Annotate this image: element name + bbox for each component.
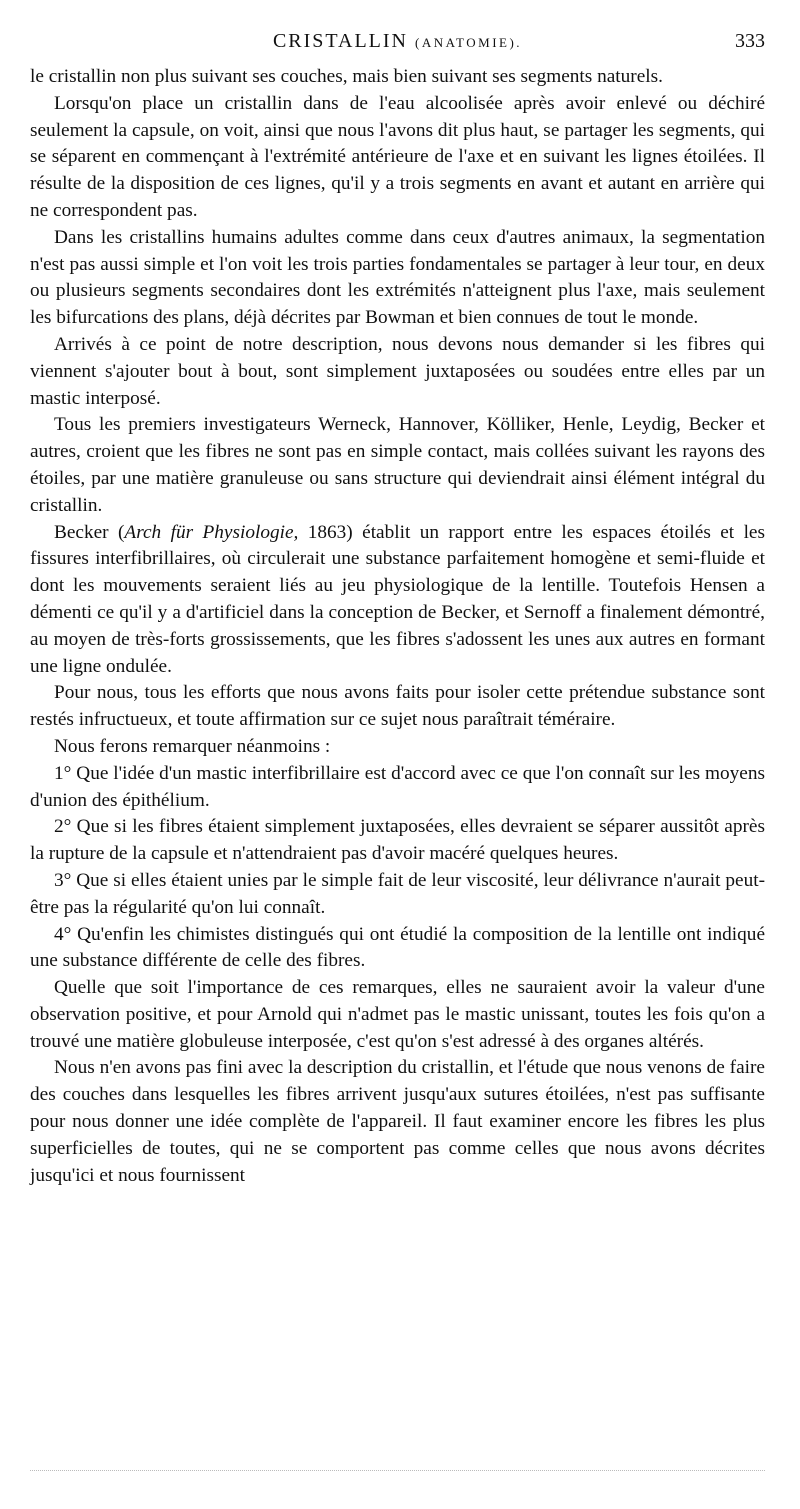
numbered-remark: 4° Qu'enfin les chimistes distingués qui ont étudié la composition de la lentille ont indiqué une substance différente de celle des fibres. <box>30 923 765 972</box>
paragraph: Nous n'en avons pas fini avec la description du cristallin, et l'étude que nous venons de faire des couches dans lesquelles les fibres arrivent jusqu'aux sutures étoilées, n'est pas suffisante pour nous donner une idée complète de l'appareil. Il faut examiner encore les fibres les plus superficielles de toutes, qui ne se comportent pas comme celles que nous avons décrites jusqu'ici et nous fournissent <box>30 1057 765 1186</box>
paragraph: Pour nous, tous les efforts que nous avons faits pour isoler cette prétendue substance sont restés infructueux, et toute affirmation sur ce sujet nous paraîtrait téméraire. <box>30 682 765 731</box>
numbered-remark: 2° Que si les fibres étaient simplement juxtaposées, elles devraient se séparer aussitôt après la rupture de la capsule et n'attendraient pas d'avoir macéré quelques heures. <box>30 816 765 865</box>
paragraph: Lorsqu'on place un cristallin dans de l'eau alcoolisée après avoir enlevé ou déchiré seulement la capsule, on voit, ainsi que nous l'avons dit plus haut, se partager les segments, qui se séparent en commençant à l'extrémité antérieure de l'axe et en suivant les lignes étoilées. Il résulte de la disposition de ces lignes, qu'il y a trois segments en avant et autant en arrière qui ne correspondent pas. <box>30 92 765 221</box>
bleed-through-line <box>30 1470 765 1471</box>
becker-text-start: Becker ( <box>54 521 125 543</box>
running-title-subtitle: (ANATOMIE). <box>415 35 523 50</box>
running-header <box>30 30 765 58</box>
paragraph: Dans les cristallins humains adultes comme dans ceux d'autres animaux, la segmentation n'est pas aussi simple et l'on voit les trois parties fondamentales se partager à leur tour, en deux ou plusieurs segments secondaires dont les extrémités n'atteignent plus l'axe, mais seulement les bifurcations des plans, déjà décrites par Bowman et bien connues de tout le monde. <box>30 226 765 329</box>
body-text <box>30 64 765 1189</box>
journal-reference: Arch für Physiologie, <box>124 521 299 543</box>
paragraph: Tous les premiers investigateurs Werneck, Hannover, Kölliker, Henle, Leydig, Becker et autres, croient que les fibres ne sont pas en simple contact, mais collées suivant les rayons des étoiles, par une matière granuleuse ou sans structure qui deviendrait ainsi élément intégral du cristallin. <box>30 414 765 516</box>
paragraph: Arrivés à ce point de notre description, nous devons nous demander si les fibres qui viennent s'ajouter bout à bout, sont simplement juxtaposées ou soudées entre elles par un mastic interposé. <box>30 333 765 409</box>
paragraph: Quelle que soit l'importance de ces remarques, elles ne sauraient avoir la valeur d'une observation positive, et pour Arnold qui n'admet pas le mastic unissant, toutes les fois qu'on a trouvé une matière globuleuse interposée, c'est qu'on s'est adressé à des organes altérés. <box>30 977 765 1052</box>
running-title <box>30 30 765 53</box>
paragraph: Nous ferons remarquer néanmoins : <box>54 735 331 757</box>
becker-text-rest: 1863) établit un rapport entre les espaces étoilés et les fissures interfibrillaires, où circulerait une substance parfaitement homogène et semi-fluide et dont les mouvements seraient liés au jeu physiologique de la lentille. Toutefois Hensen a démenti ce qu'il y a d'artificiel dans la conception de Becker, et Sernoff a finalement démontré, au moyen de très-forts grossissements, que les fibres s'adossent les unes aux autres en formant une ligne ondulée. <box>30 521 765 677</box>
numbered-remark: 3° Que si elles étaient unies par le simple fait de leur viscosité, leur délivrance n'aurait peut-être pas la régularité qu'on lui connaît. <box>30 869 765 918</box>
running-title-main: CRISTALLIN <box>272 30 408 52</box>
paragraph-becker <box>30 520 765 681</box>
numbered-remark: 1° Que l'idée d'un mastic interfibrillaire est d'accord avec ce que l'on connaît sur les moyens d'union des épithélium. <box>30 762 765 811</box>
page-number: 333 <box>735 30 765 52</box>
paragraph: le cristallin non plus suivant ses couches, mais bien suivant ses segments naturels. <box>30 66 663 87</box>
